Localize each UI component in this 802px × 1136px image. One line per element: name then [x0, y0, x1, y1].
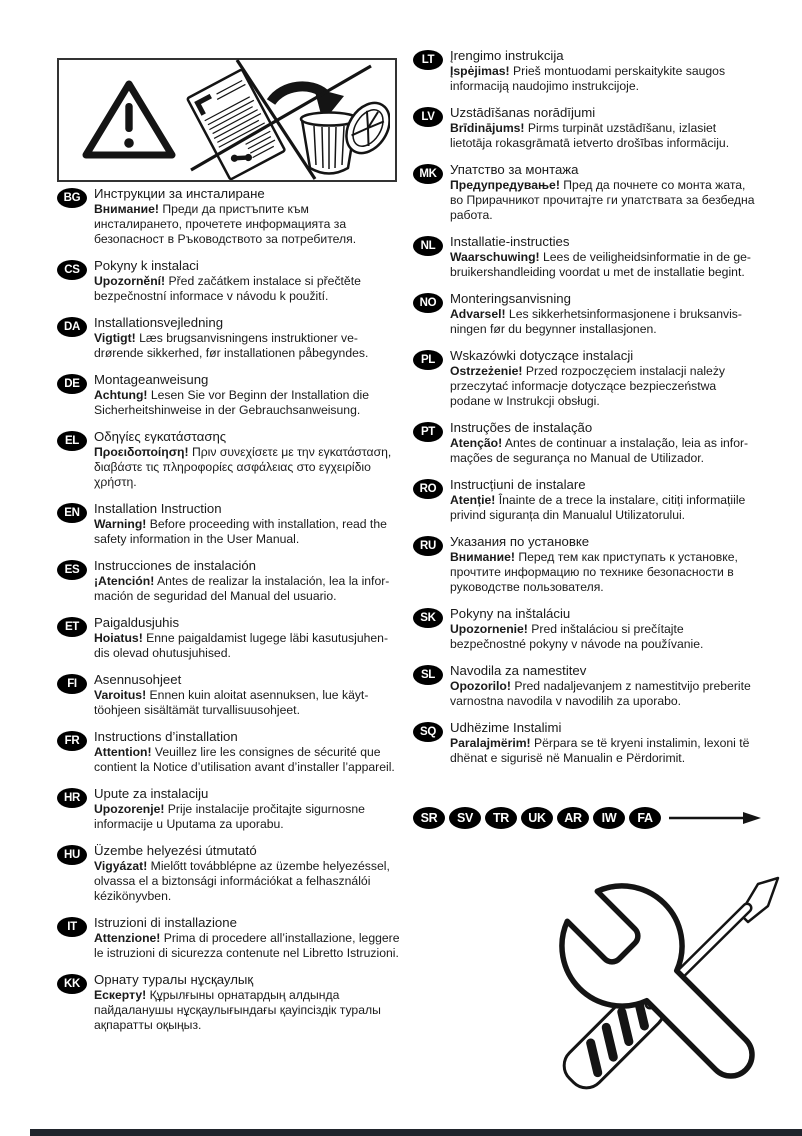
language-code-badge: DA — [57, 317, 87, 337]
language-code-badge: FR — [57, 731, 87, 751]
language-code-badge: NL — [413, 236, 443, 256]
language-section — [57, 729, 400, 775]
language-code-badge: HR — [57, 788, 87, 808]
warning-word: ¡Atención! — [94, 574, 155, 588]
warning-word: Attention! — [94, 745, 152, 759]
section-title: Installation Instruction — [94, 501, 222, 516]
language-section — [57, 843, 400, 904]
language-section — [57, 186, 400, 247]
section-body: Advarsel! Les sikkerhetsinformasjonene i bruksanvis- ningen før du begynner installasjonen. — [450, 307, 742, 336]
language-code-badge: PT — [413, 422, 443, 442]
language-section — [413, 420, 773, 466]
language-section — [57, 429, 400, 490]
section-title: Pokyny k instalaci — [94, 258, 199, 273]
warning-word: Vigtigt! — [94, 331, 136, 345]
warning-word: Brīdinājums! — [450, 121, 525, 135]
section-title: Navodila za namestitev — [450, 663, 587, 678]
language-code-badge: ES — [57, 560, 87, 580]
section-body: Внимание! Перед тем как приступать к установке, прочтите информацию по технике безопасности в руководстве пользователя. — [450, 550, 738, 594]
section-body: ¡Atención! Antes de realizar la instalación, lea la infor- mación de seguridad del Manual del usuario. — [94, 574, 390, 603]
section-title: Montageanweisung — [94, 372, 209, 387]
warning-word: Внимание! — [94, 202, 159, 216]
language-code-badge: PL — [413, 350, 443, 370]
language-code-badge: IT — [57, 917, 87, 937]
section-body: Vigyázat! Mielőtt továbblépne az üzembe helyezéssel, olvassa el a biztonsági információkat a felhasználói kézikönyvben. — [94, 859, 390, 903]
language-section — [57, 915, 400, 961]
section-title: Указания по установке — [450, 534, 590, 549]
warning-word: Предупредување! — [450, 178, 560, 192]
other-languages-row — [413, 807, 773, 829]
language-section — [413, 720, 773, 766]
section-title: Instruções de instalação — [450, 420, 593, 435]
language-code-badge: SR — [413, 807, 445, 829]
section-title: Istruzioni di installazione — [94, 915, 237, 930]
language-code-badge: SK — [413, 608, 443, 628]
language-column-right — [413, 48, 773, 829]
language-section — [57, 372, 400, 418]
language-code-badge: FI — [57, 674, 87, 694]
language-code-badge: HU — [57, 845, 87, 865]
section-title: Üzembe helyezési útmutató — [94, 843, 257, 858]
warning-word: Waarschuwing! — [450, 250, 540, 264]
section-title: Installationsvejledning — [94, 315, 224, 330]
language-section — [413, 348, 773, 409]
section-title: Wskazówki dotyczące instalacji — [450, 348, 634, 363]
page-bottom-bar — [30, 1129, 802, 1136]
language-column-left — [57, 186, 400, 1033]
language-code-badge: RO — [413, 479, 443, 499]
language-code-badge: IW — [593, 807, 625, 829]
warning-word: Upozorenje! — [94, 802, 165, 816]
language-code-badge: DE — [57, 374, 87, 394]
section-title: Uzstādīšanas norādījumi — [450, 105, 596, 120]
language-section — [413, 606, 773, 652]
language-section — [413, 534, 773, 595]
section-body: Achtung! Lesen Sie vor Beginn der Installation die Sicherheitshinweise in der Gebrauchsanweisung. — [94, 388, 370, 417]
warning-word: Ostrzeżenie! — [450, 364, 523, 378]
section-title: Asennusohjeet — [94, 672, 182, 687]
section-body: Warning! Before proceeding with installation, read the safety information in the User Manual. — [94, 517, 387, 546]
section-body: Προειδοποίηση! Πριν συνεχίσετε με την εγκατάσταση, διαβάστε τις πληροφορίες ασφάλειας στο εγχειρίδιο χρήστη. — [94, 445, 392, 489]
language-code-badge: BG — [57, 188, 87, 208]
language-code-badge: SL — [413, 665, 443, 685]
section-title: Paigaldusjuhis — [94, 615, 180, 630]
section-title: Upute za instalaciju — [94, 786, 209, 801]
section-body: Vigtigt! Læs brugsanvisningens instruktioner ve- drørende sikkerhed, før installationen påbegyndes. — [94, 331, 369, 360]
section-body: Ескерту! Құрылғыны орнатардың алдында пайдаланушы нұсқаулығындағы қауіпсіздік туралы ақпаратты оқыңыз. — [94, 988, 381, 1032]
language-section — [57, 501, 400, 547]
warning-word: Atenção! — [450, 436, 503, 450]
language-code-badge: MK — [413, 164, 443, 184]
section-title: Monteringsanvisning — [450, 291, 571, 306]
section-title: Instrucțiuni de instalare — [450, 477, 586, 492]
language-section — [413, 663, 773, 709]
section-body: Предупредување! Пред да почнете со монта жата, во Прирачникот прочитајте ги упатствата за безбедна работа. — [450, 178, 755, 222]
language-section — [57, 786, 400, 832]
language-section — [413, 291, 773, 337]
language-section — [57, 558, 400, 604]
warning-word: Attenzione! — [94, 931, 161, 945]
language-section — [57, 615, 400, 661]
section-body: Внимание! Преди да пристъпите към инсталирането, прочетете информацията за безопасност в Ръководството за потребителя. — [94, 202, 357, 246]
section-body: Varoitus! Ennen kuin aloitat asennuksen, lue käyt- töohjeen sisältämät turvallisuusohjeet. — [94, 688, 369, 717]
language-code-badge: EL — [57, 431, 87, 451]
section-body: Upozorenje! Prije instalacije pročitajte sigurnosne informacije u Uputama za uporabu. — [94, 802, 365, 831]
section-body: Ostrzeżenie! Przed rozpoczęciem instalacji należy przeczytać informacje dotyczące bezpieczeństwa podane w Instrukcji obsługi. — [450, 364, 726, 408]
section-body: Upozornění! Před začátkem instalace si přečtěte bezpečnostní informace v návodu k použití. — [94, 274, 361, 303]
section-title: Instructions d’installation — [94, 729, 238, 744]
section-body: Upozornenie! Pred inštaláciou si prečítajte bezpečnostné pokyny v návode na používanie. — [450, 622, 704, 651]
warning-word: Προειδοποίηση! — [94, 445, 189, 459]
warning-word: Achtung! — [94, 388, 148, 402]
section-title: Installatie-instructies — [450, 234, 570, 249]
language-code-badge: KK — [57, 974, 87, 994]
warning-illustration-box — [57, 58, 397, 182]
language-code-badge: SV — [449, 807, 481, 829]
section-body: Atenție! Înainte de a trece la instalare, citiți informațiile privind siguranța din Manualul Utilizatorului. — [450, 493, 746, 522]
language-section — [413, 48, 773, 94]
warning-word: Hoiatus! — [94, 631, 143, 645]
do-not-discard-manual-icon — [175, 58, 390, 180]
section-body: Atenção! Antes de continuar a instalação, leia as infor- mações de segurança no Manual de Utilizador. — [450, 436, 749, 465]
language-code-badge: LT — [413, 50, 443, 70]
section-body: Attenzione! Prima di procedere all’installazione, leggere le istruzioni di sicurezza contenute nel Libretto Istruzioni. — [94, 931, 400, 960]
section-body: Įspėjimas! Prieš montuodami perskaitykite saugos informaciją naudojimo instrukcijoje. — [450, 64, 726, 93]
warning-word: Varoitus! — [94, 688, 147, 702]
section-title: Упатство за монтажа — [450, 162, 579, 177]
section-title: Pokyny na inštaláciu — [450, 606, 571, 621]
section-title: Įrengimo instrukcija — [450, 48, 564, 63]
language-code-badge: FA — [629, 807, 661, 829]
wrench-and-screwdriver-icon — [542, 866, 782, 1106]
section-body: Attention! Veuillez lire les consignes de sécurité que contient la Notice d’utilisation avant d’installer l’appareil. — [94, 745, 395, 774]
section-body: Opozorilo! Pred nadaljevanjem z namestitvijo preberite varnostna navodila v navodilih za uporabo. — [450, 679, 751, 708]
warning-word: Warning! — [94, 517, 147, 531]
section-title: Орнату туралы нұсқаулық — [94, 972, 254, 987]
language-code-badge: AR — [557, 807, 589, 829]
language-code-badge: TR — [485, 807, 517, 829]
warning-word: Atenție! — [450, 493, 496, 507]
warning-word: Opozorilo! — [450, 679, 511, 693]
language-code-badge: LV — [413, 107, 443, 127]
language-section — [57, 672, 400, 718]
warning-word: Внимание! — [450, 550, 515, 564]
language-section — [413, 234, 773, 280]
section-title: Instrucciones de instalación — [94, 558, 257, 573]
language-code-badge: UK — [521, 807, 553, 829]
warning-word: Upozornenie! — [450, 622, 528, 636]
section-body: Brīdinājums! Pirms turpināt uzstādīšanu, izlasiet lietotāja rokasgrāmatā ietverto drošības informāciju. — [450, 121, 730, 150]
language-section — [57, 258, 400, 304]
language-section — [413, 477, 773, 523]
warning-word: Vigyázat! — [94, 859, 148, 873]
section-body: Waarschuwing! Lees de veiligheidsinformatie in de ge- bruikershandleiding voordat u met de installatie begint. — [450, 250, 751, 279]
warning-word: Įspėjimas! — [450, 64, 510, 78]
language-code-badge: EN — [57, 503, 87, 523]
section-title: Οδηγίες εγκατάστασης — [94, 429, 227, 444]
section-title: Udhëzime Instalimi — [450, 720, 562, 735]
warning-word: Paralajmërim! — [450, 736, 531, 750]
section-body: Hoiatus! Enne paigaldamist lugege läbi kasutusjuhen- dis olevad ohutusjuhised. — [94, 631, 389, 660]
language-code-badge: ET — [57, 617, 87, 637]
language-code-badge: RU — [413, 536, 443, 556]
language-code-badge: CS — [57, 260, 87, 280]
section-title: Инструкции за инсталиране — [94, 186, 265, 201]
language-section — [413, 105, 773, 151]
section-body: Paralajmërim! Përpara se të kryeni instalimin, lexoni të dhënat e sigurisë në Manualin e Përdorimit. — [450, 736, 750, 765]
warning-word: Ескерту! — [94, 988, 147, 1002]
warning-word: Upozornění! — [94, 274, 166, 288]
language-code-badge: NO — [413, 293, 443, 313]
language-section — [57, 972, 400, 1033]
warning-word: Advarsel! — [450, 307, 506, 321]
language-code-badge: SQ — [413, 722, 443, 742]
warning-triangle-icon — [81, 77, 177, 163]
language-section — [413, 162, 773, 223]
arrow-right-icon — [669, 811, 761, 825]
language-section — [57, 315, 400, 361]
